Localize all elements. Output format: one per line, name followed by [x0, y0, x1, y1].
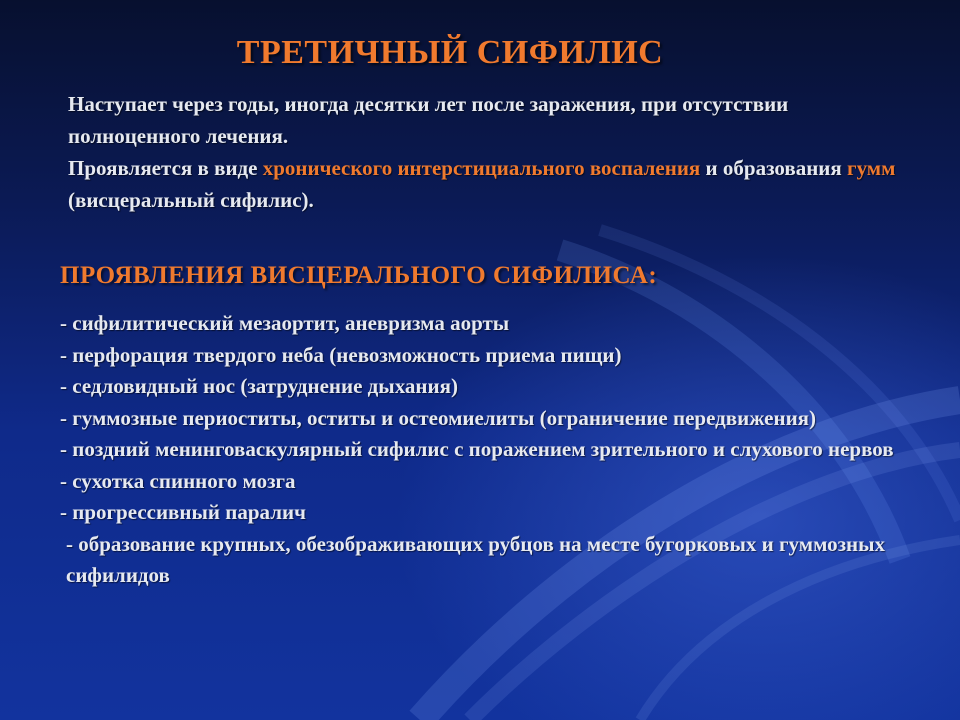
intro-line-2-text: Проявляется в виде — [68, 156, 263, 180]
list-item: - перфорация твердого неба (невозможность приема пищи) — [60, 342, 622, 367]
list-item: - поздний менинговаскулярный сифилис с поражением зрительного и слухового нервов — [60, 437, 894, 461]
section-heading: ПРОЯВЛЕНИЯ ВИСЦЕРАЛЬНОГО СИФИЛИСА: — [60, 262, 658, 289]
list-item: - сухотка спинного мозга — [60, 468, 296, 493]
list-item: - гуммозные периоститы, оститы и остеомиелиты (ограничение передвижения) — [60, 405, 817, 430]
intro-paragraph — [68, 88, 918, 216]
intro-line-2-text: и образования — [700, 156, 848, 180]
list-item: - сифилитический мезаортит, аневризма аорты — [60, 311, 510, 335]
highlight-gummas: гумм — [847, 156, 896, 180]
intro-line-2 — [68, 152, 918, 216]
list-item: - прогрессивный паралич — [60, 500, 306, 524]
slide-title: ТРЕТИЧНЫЙ СИФИЛИС — [236, 34, 664, 71]
list-item: - седловидный нос (затруднение дыхания) — [60, 374, 458, 398]
list-item: - образование крупных, обезображивающих рубцов на месте бугорковых и гуммозных сифилидов — [66, 531, 886, 587]
intro-line-2-text: (висцеральный сифилис). — [68, 188, 314, 212]
highlight-chronic-inflammation: хронического интерстициального воспаления — [262, 156, 701, 180]
manifestations-list — [60, 308, 920, 592]
intro-line-1: Наступает через годы, иногда десятки лет после заражения, при отсутствии полноценного лечения. — [68, 92, 789, 148]
